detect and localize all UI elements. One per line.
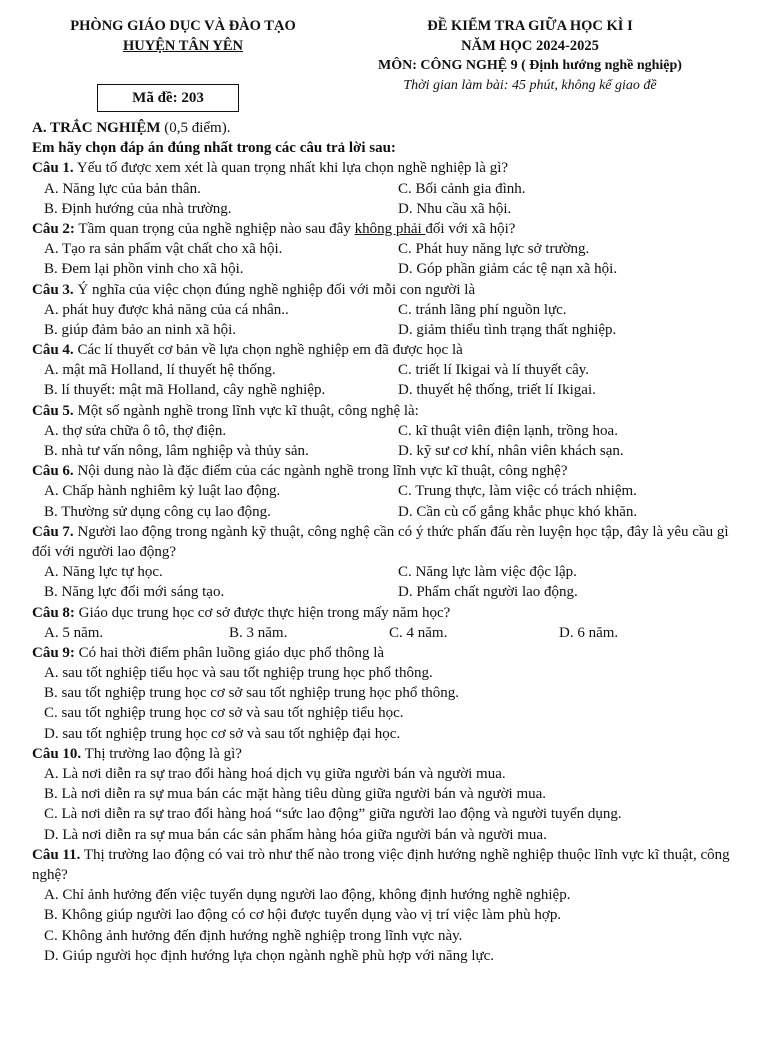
option-c: C. Không ảnh hưởng đến định hướng nghề nghiệp trong lĩnh vực này. (44, 927, 463, 944)
exam-code-box: Mã đề: 203 (97, 84, 239, 112)
option-c: C. Là nơi diễn ra sự trao đổi hàng hoá “sức lao động” giữa người lao động và người tuyển dụng. (44, 806, 622, 823)
question-number: Câu 8: (32, 604, 75, 621)
question-number: Câu 10. (32, 745, 82, 762)
option-a: A. phát huy được khả năng của cá nhân.. (44, 301, 289, 318)
option-d: D. Góp phần giảm các tệ nạn xã hội. (398, 261, 618, 278)
question-text: Tầm quan trọng của nghề nghiệp nào sau đây (74, 220, 355, 237)
option-a: A. Năng lực tự học. (44, 564, 163, 581)
section-instruction: Em hãy chọn đáp án đúng nhất trong các câu trả lời sau: (32, 140, 396, 157)
option-b: B. Thường sử dụng công cụ lao động. (44, 503, 271, 520)
option-c: C. Bối cảnh gia đình. (398, 180, 526, 197)
option-a: A. Là nơi diễn ra sự trao đổi hàng hoá dịch vụ giữa người bán và người mua. (44, 766, 506, 783)
section-title (32, 118, 748, 138)
options-q1 (32, 179, 748, 219)
question-number: Câu 1. (32, 160, 74, 177)
question-number: Câu 4. (32, 342, 74, 359)
question-4 (32, 340, 748, 360)
question-1 (32, 158, 748, 178)
option-c: C. Trung thực, làm việc có trách nhiệm. (398, 483, 637, 500)
options-q3 (32, 300, 748, 340)
option-c: C. kĩ thuật viên điện lạnh, trồng hoa. (398, 422, 618, 439)
option-d: D. giảm thiểu tình trạng thất nghiệp. (398, 321, 617, 338)
option-d: D. Giúp người học định hướng lựa chọn ngành nghề phù hợp với năng lực. (44, 947, 495, 964)
options-q8 (32, 623, 748, 643)
question-text: Ý nghĩa của việc chọn đúng nghề nghiệp đối với mỗi con người là (73, 281, 476, 298)
question-text: Thị trường lao động là gì? (81, 745, 242, 762)
question-number: Câu 2: (32, 220, 75, 237)
question-number: Câu 11. (32, 846, 81, 863)
option-c: C. Phát huy năng lực sở trường. (398, 241, 590, 258)
question-text: Yếu tố được xem xét là quan trọng nhất khi lựa chọn nghề nghiệp là gì? (73, 160, 509, 177)
option-b: B. Năng lực đổi mới sáng tạo. (44, 584, 225, 601)
option-a: A. mật mã Holland, lí thuyết hệ thống. (44, 362, 276, 379)
question-text: Một số ngành nghề trong lĩnh vực kĩ thuật, công nghệ là: (73, 402, 419, 419)
question-text: Thị trường lao động có vai trò như thế nào trong việc định hướng nghề nghiệp thuộc lĩnh vực kĩ thuật, công nghệ? (32, 846, 730, 883)
option-b: B. Định hướng của nhà trường. (44, 200, 232, 217)
ministry-name: PHÒNG GIÁO DỤC VÀ ĐÀO TẠO (70, 18, 296, 34)
question-7 (32, 522, 748, 562)
question-2 (32, 219, 748, 239)
question-text-underlined: không phải (354, 220, 426, 237)
option-d: D. Nhu cầu xã hội. (398, 200, 512, 217)
subject-line: MÔN: CÔNG NGHỆ 9 ( Định hướng nghề nghiệp) (378, 58, 682, 73)
question-5 (32, 401, 748, 421)
option-d: D. 6 năm. (559, 624, 619, 641)
header-right (320, 16, 740, 96)
exam-title: ĐỀ KIỂM TRA GIỮA HỌC KÌ I (427, 18, 633, 34)
option-c: C. sau tốt nghiệp trung học cơ sở và sau tốt nghiệp tiểu học. (44, 705, 404, 722)
option-a: A. sau tốt nghiệp tiểu học và sau tốt nghiệp trung học phổ thông. (44, 665, 433, 682)
option-b: B. lí thuyết: mật mã Holland, cây nghề nghiệp. (44, 382, 326, 399)
option-d: D. Phẩm chất người lao động. (398, 584, 578, 601)
option-d: D. Cần cù cố gắng khắc phục khó khăn. (398, 503, 638, 520)
option-b: B. Đem lại phồn vinh cho xã hội. (44, 261, 244, 278)
option-d: D. Là nơi diễn ra sự mua bán các sản phẩm hàng hóa giữa người bán và người mua. (44, 826, 547, 843)
question-number: Câu 6. (32, 463, 74, 480)
option-c: C. triết lí Ikigai và lí thuyết cây. (398, 362, 590, 379)
district-name: HUYỆN TÂN YÊN (122, 38, 244, 54)
question-text: Giáo dục trung học cơ sở được thực hiện trong mấy năm học? (74, 604, 451, 621)
question-text: Nội dung nào là đặc điểm của các ngành nghề trong lĩnh vực kĩ thuật, công nghệ? (73, 463, 568, 480)
question-6 (32, 461, 748, 481)
question-text-end: đối với xã hội? (425, 220, 516, 237)
option-b: B. Là nơi diễn ra sự mua bán các mặt hàng tiêu dùng giữa người bán và người mua. (44, 786, 547, 803)
school-year: NĂM HỌC 2024-2025 (461, 38, 599, 54)
option-b: B. nhà tư vấn nông, lâm nghiệp và thủy sản. (44, 443, 309, 459)
options-q2 (32, 239, 748, 279)
options-q9 (32, 663, 748, 744)
question-text: Người lao động trong ngành kỹ thuật, công nghệ cần có ý thức phấn đấu rèn luyện học tập, đây là yêu cầu gì đối với người lao động? (32, 523, 729, 560)
option-a: A. Chấp hành nghiêm kỷ luật lao động. (44, 483, 281, 500)
option-b: B. 3 năm. (229, 624, 288, 641)
header-left (48, 16, 318, 56)
option-b: B. giúp đảm bảo an ninh xã hội. (44, 321, 237, 338)
options-q10 (32, 764, 748, 845)
question-8 (32, 603, 748, 623)
options-q4 (32, 360, 748, 400)
question-number: Câu 5. (32, 402, 74, 419)
section-title-text: A. TRẮC NGHIỆM (32, 120, 161, 136)
option-a: A. Tạo ra sản phẩm vật chất cho xã hội. (44, 241, 283, 258)
option-a: A. Năng lực của bản thân. (44, 180, 201, 197)
question-text: Có hai thời điểm phân luồng giáo dục phổ thông là (74, 644, 385, 661)
option-b: B. sau tốt nghiệp trung học cơ sở sau tốt nghiệp trung học phổ thông. (44, 685, 459, 702)
option-d: D. kỹ sư cơ khí, nhân viên khách sạn. (398, 443, 624, 459)
question-number: Câu 9: (32, 644, 75, 661)
section-points: (0,5 điểm). (160, 120, 231, 136)
question-3 (32, 280, 748, 300)
option-c: C. Năng lực làm việc độc lập. (398, 564, 577, 581)
options-q5 (32, 421, 748, 461)
option-d: D. sau tốt nghiệp trung học cơ sở và sau tốt nghiệp đại học. (44, 725, 401, 742)
option-c: C. 4 năm. (389, 624, 448, 641)
option-c: C. tránh lãng phí nguồn lực. (398, 301, 567, 318)
time-limit: Thời gian làm bài: 45 phút, không kể giao đề (403, 78, 657, 93)
options-q11 (32, 885, 748, 966)
option-d: D. thuyết hệ thống, triết lí Ikigai. (398, 382, 596, 399)
option-a: A. 5 năm. (44, 624, 104, 641)
question-number: Câu 7. (32, 523, 74, 540)
question-9 (32, 643, 748, 663)
options-q7 (32, 562, 748, 602)
question-text: Các lí thuyết cơ bản về lựa chọn nghề nghiệp em đã được học là (73, 342, 463, 359)
question-10 (32, 744, 748, 764)
options-q6 (32, 481, 748, 521)
question-number: Câu 3. (32, 281, 74, 298)
option-a: A. Chỉ ảnh hưởng đến việc tuyển dụng người lao động, không định hướng nghề nghiệp. (44, 887, 571, 904)
option-a: A. thợ sửa chữa ô tô, thợ điện. (44, 422, 227, 439)
option-b: B. Không giúp người lao động có cơ hội được tuyển dụng vào vị trí việc làm phù hợp. (44, 907, 562, 924)
exam-content (32, 118, 748, 966)
question-11 (32, 845, 748, 885)
